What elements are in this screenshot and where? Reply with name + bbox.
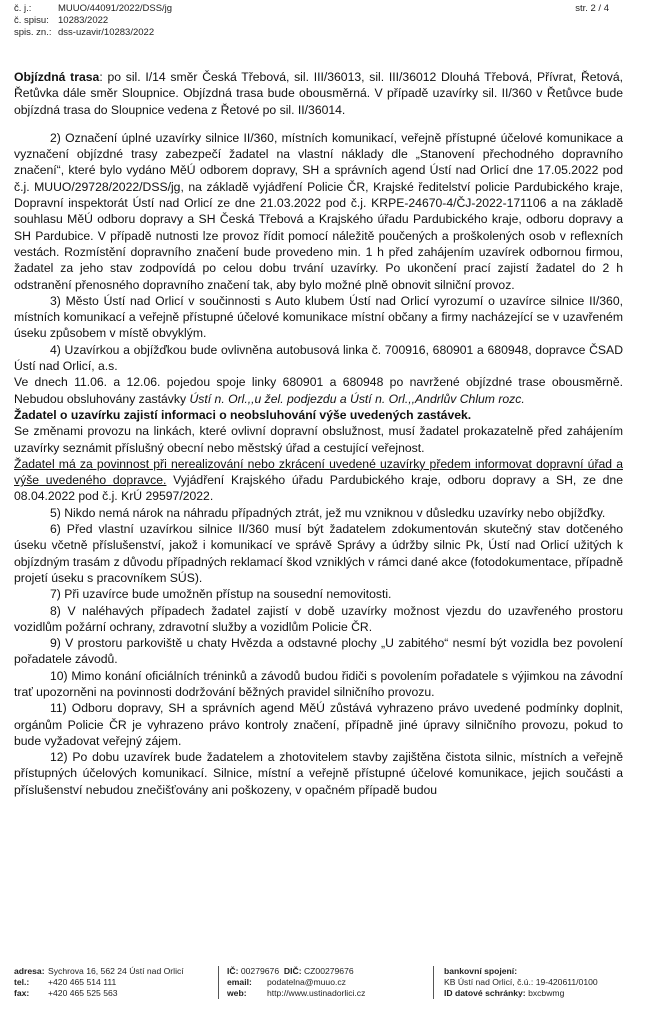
paragraph-3: 3) Město Ústí nad Orlicí v součinnosti s Auto klubem Ústí nad Orlicí vyrozumí o uzavírce silnice II/360, místních komunikací a veřejně přístupné účelové komunikace místní občany a firmy nacházející se v uzavřeném úseku způsobem v místě obvyklým. [14,293,623,341]
spiszn-label: spis. zn.: [14,27,52,38]
paragraph-11: 11) Odboru dopravy, SH a správních agend MěÚ zůstává vyhrazeno právo uvedené podmínky doplnit, orgánům Policie ČR je vyhrazeno právo kontroly značení, případně jiné úpravy silničního provozu, pokud to bude vyžadovat veřejný zájem. [14,701,623,748]
schedule-text: Ve dnech 11.06. a 12.06. pojedou spoje linky 680901 a 680948 po navržené objízdné trase obousměrně. Nebudou obsluhovány zastávky [14,375,623,406]
paragraph-5: 5) Nikdo nemá nárok na náhradu případných ztrát, jež mu vzniknou v důsledku uzavírky nebo objížďky. [50,505,606,520]
paragraph-8: 8) V naléhavých případech žadatel zajistí v době uzavírky možnost vjezdu do uzavřeného prostoru vozidlům požární ochrany, zdravotní služby a vozidlům Policie ČR. [14,603,623,634]
paragraph-7: 7) Při uzavírce bude umožněn přístup na sousední nemovitosti. [50,587,392,602]
obligation-underlined: Žadatel má za povinnost při nerealizování nebo zkrácení uvedené uzavírky předem informovat dopravní úřad a výše uvedeného dopravce. [14,456,623,488]
web-value[interactable]: http://www.ustinadorlici.cz [267,988,366,998]
spis-value: 10283/2022 [58,15,109,26]
bank-value: KB Ústí nad Orlicí, č.ú.: 19-420611/0100 [444,977,598,987]
paragraph-4-schedule [14,374,623,407]
databox-label: ID datové schránky: [444,988,526,998]
spis-label: č. spisu: [14,15,49,26]
bank-label: bankovní spojení: [444,966,518,976]
paragraph-9: 9) V prostoru parkoviště u chaty Hvězda a odstavné plochy „U zabitého“ nesmí být vozidla bez povolení pořadatele závodů. [14,636,623,667]
paragraph-10: 10) Mimo konání oficiálních tréninků a závodů budou řidiči s povolením pořadatele s výjimkou na závodní trať upozorněni na povinnosti dodržování běžných pravidel silničního provozu. [14,668,623,699]
paragraph-detour [14,69,623,118]
ic-value: 00279676 [240,966,280,976]
paragraph-4-notice [14,407,623,423]
detour-heading: Objízdná trasa [14,70,100,84]
address-label: adresa: [14,966,45,976]
paragraph-4-obligation [14,456,623,505]
web-label: web: [227,988,247,998]
tel-label: tel.: [14,977,30,987]
paragraph-6: 6) Před vlastní uzavírkou silnice II/360 musí být žadatelem zdokumentován skutečný stav dotčeného úseku včetně příslušenství, jakož i komunikací ve správě Správy a údržby silnic Pk, Ústí nad Orlicí užitých k objízdným trasám z důvodu případných reklamací škod vzniklých v rámci dané akce (fotodokumentace, případně projetí úseku s pracovníkem SÚS). [14,522,624,585]
page-number: str. 2 / 4 [575,3,609,14]
tel-value: +420 465 514 111 [48,977,117,987]
notice-bold: Žadatel o uzavírku zajistí informaci o neobsluhování výše uvedených zastávek. [14,407,472,422]
obligation-text: Vyjádření Krajského úřadu Pardubického kraje, odboru dopravy a SH, ze dne 08.04.2022 pod č.j. KrÚ 29597/2022. [14,473,623,504]
footer-address-column [14,966,219,999]
fax-value: +420 465 525 563 [48,988,118,998]
document-body [14,69,623,798]
ic-label: IČ: [227,966,239,976]
cj-label: č. j.: [14,3,32,14]
paragraph-4: 4) Uzavírkou a objížďkou bude ovlivněna autobusová linka č. 700916, 680901 a 680948, dopravce ČSAD Ústí nad Orlicí, a.s. [14,342,623,374]
stops-italic: Ústí n. Orl.,,u žel. podjezdu a Ústí n. Orl.,,Andrlův Chlum rozc. [189,391,525,406]
spiszn-value: dss-uzavir/10283/2022 [58,27,155,38]
fax-label: fax: [14,988,30,998]
document-footer [14,966,623,999]
email-label: email: [227,977,252,987]
databox-value: bxcbwmg [528,988,565,998]
paragraph-12: 12) Po dobu uzavírek bude žadatelem a zhotovitelem stavby zajištěna čistota silnic, místních a veřejně přístupných účelových komunikací. Silnice, místní a veřejně přístupné účelové komunikace, jejich součásti a příslušenství nebudou znečišťovány ani poškozeny, v opačném případě budou [14,750,623,797]
address-value: Sychrova 16, 562 24 Ústí nad Orlicí [48,966,184,976]
dic-value: CZ00279676 [303,966,354,976]
paragraph-2: 2) Označení úplné uzavírky silnice II/360, místních komunikací, veřejně přístupné účelové komunikace a vyznačení objízdné trasy zabezpečí žadatel na vlastní náklady dle „Stanovení přechodného dopravního značení“, které bylo vydáno MěÚ odborem dopravy, SH a správních agend Ústí nad Orlicí dne 17.05.2022 pod č.j. MUUO/29728/2022/DSS/jg, na základě vyjádření Policie ČR, Krajské ředitelství policie Pardubického kraje, Dopravní inspektorát Ústí nad Orlicí ze dne 21.03.2022 pod č.j. KRPE-24670-4/ČJ-2022-171106 a na základě souhlasu MěÚ odboru dopravy a SH Česká Třebová a Krajského úřadu Pardubického kraje, odboru dopravy a SH Pardubice. V případě nutnosti lze provoz řídit pomocí náležitě poučených a proškolených osob v reflexních vestách. Rozmístění dopravního značení bude provedeno min. 1 h před zahájením uzavírek odbornou firmou, žadatel za jeho stav zodpovídá po celou dobu trvání uzavírky. Po ukončení prací zajistí žadatel do 2 h odstranění přenosného dopravního značení tak, aby bylo možné plně obnovit silniční provoz. [14,130,623,292]
paragraph-4-changes: Se změnami provozu na linkách, které ovlivní dopravní obslužnost, musí žadatel prokazatelně před zahájením uzavírky seznámit příslušný obecní nebo městský úřad a cestující veřejnost. [14,424,623,455]
document-header [14,3,172,39]
dic-label: DIČ: [283,966,302,976]
footer-bank-column [434,966,606,999]
footer-contact-column [219,966,434,999]
email-value[interactable]: podatelna@muuo.cz [267,977,346,987]
detour-text: : po sil. I/14 směr Česká Třebová, sil. III/36013, sil. III/36012 Dlouhá Třebová, Přívrat, Řetová, Řetůvka dále směr Sloupnice. Objízdná trasa bude obousměrná. V případě uzavírky sil. II/360 v Řetůvce bude objízdná trasa do Sloupnice vedena z Řetové po sil. II/36014. [14,70,623,117]
cj-value: MUUO/44091/2022/DSS/jg [58,3,173,14]
